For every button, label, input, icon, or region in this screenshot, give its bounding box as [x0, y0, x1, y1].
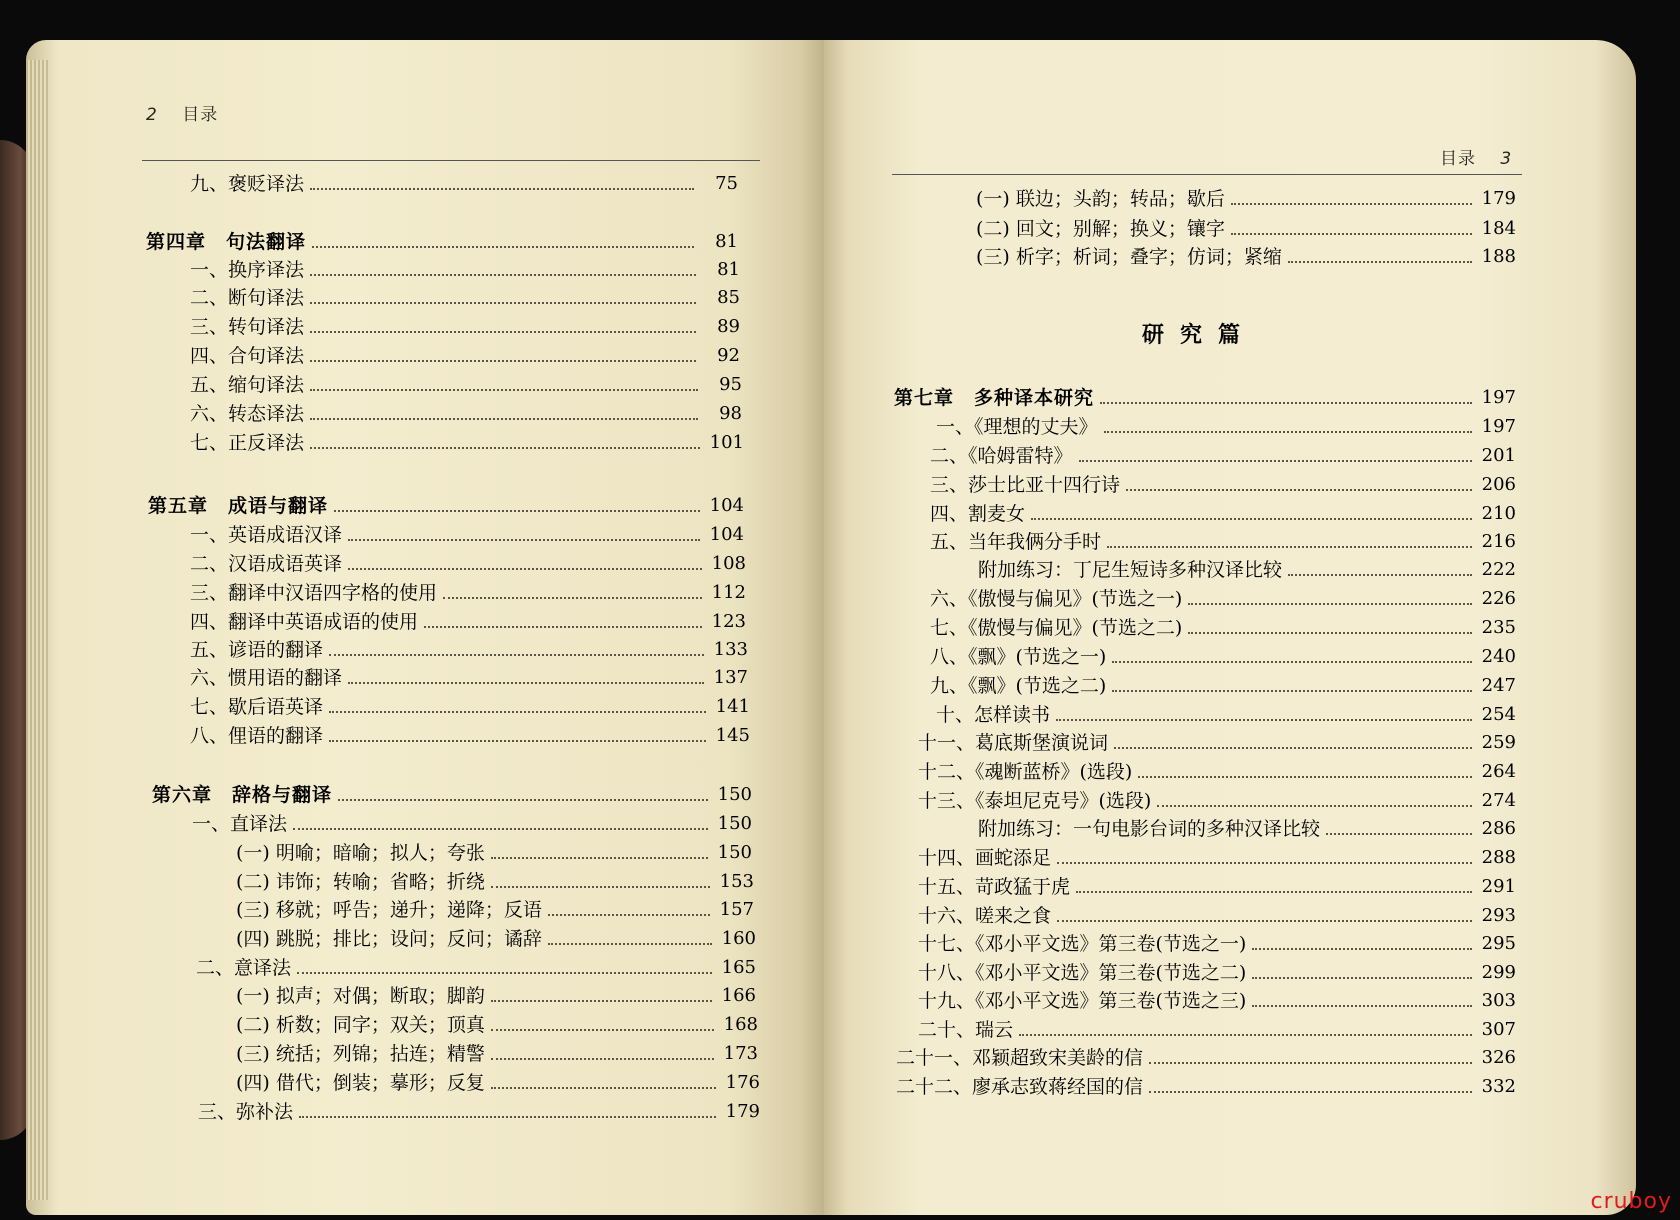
- toc-page-number: 226: [1481, 588, 1516, 609]
- left-toc-entry: [190, 720, 750, 747]
- dot-leader: [424, 626, 702, 628]
- toc-entry-label: 六、惯用语的翻译: [190, 667, 343, 689]
- left-toc-entry: [190, 340, 740, 367]
- toc-page-number: 254: [1481, 704, 1516, 725]
- left-toc-entry: [236, 923, 756, 950]
- left-toc-entry: [190, 369, 742, 396]
- toc-page-number: 179: [1481, 188, 1516, 209]
- dot-leader: [297, 972, 712, 974]
- right-toc-entry: [918, 842, 1516, 869]
- left-toc-entry: [190, 282, 740, 309]
- right-head-rule: [892, 174, 1522, 175]
- dot-leader: [1112, 661, 1472, 663]
- dot-leader: [310, 274, 696, 276]
- dot-leader: [1079, 460, 1472, 462]
- left-toc-entry: [192, 808, 752, 835]
- left-toc-entry: [190, 634, 748, 661]
- toc-page-number: 137: [713, 667, 748, 688]
- dot-leader: [348, 682, 704, 684]
- dot-leader: [1019, 1034, 1472, 1036]
- right-chapter-entry: [894, 382, 1516, 409]
- toc-page-number: 173: [723, 1043, 758, 1064]
- left-toc-entry: [190, 606, 746, 633]
- dot-leader: [491, 1058, 714, 1060]
- dot-leader: [1149, 1062, 1472, 1064]
- toc-page-number: 150: [717, 813, 752, 834]
- dot-leader: [348, 568, 702, 570]
- dot-leader: [443, 597, 702, 599]
- toc-entry-label: 六、《傲慢与偏见》(节选之一): [930, 588, 1183, 610]
- toc-page-number: 166: [721, 985, 756, 1006]
- right-toc-entry: [930, 670, 1516, 697]
- page-edges: [26, 60, 48, 1200]
- toc-entry-label: 附加练习：一句电影台词的多种汉译比较: [978, 818, 1321, 840]
- dot-leader: [338, 799, 708, 801]
- right-toc-entry: [918, 957, 1516, 984]
- toc-entry-label: 七、《傲慢与偏见》(节选之二): [930, 617, 1183, 639]
- left-toc-entry: [190, 398, 742, 425]
- toc-entry-label: 五、当年我俩分手时: [930, 531, 1102, 553]
- toc-page-number: 295: [1481, 933, 1516, 954]
- toc-entry-label: 一、《理想的丈夫》: [936, 416, 1098, 438]
- dot-leader: [348, 539, 700, 541]
- dot-leader: [1112, 690, 1472, 692]
- toc-page-number: 92: [717, 345, 740, 366]
- toc-page-number: 210: [1481, 503, 1516, 524]
- toc-page-number: 235: [1481, 617, 1516, 638]
- toc-page-number: 299: [1481, 962, 1516, 983]
- dot-leader: [1157, 805, 1472, 807]
- toc-entry-label: (二) 回文；别解；换义；镶字: [976, 218, 1225, 240]
- toc-page-number: 89: [717, 316, 740, 337]
- left-toc-entry: [190, 577, 746, 604]
- dot-leader: [491, 1000, 712, 1002]
- toc-entry-label: 十六、嗟来之食: [918, 905, 1052, 927]
- right-toc-entry: [976, 183, 1516, 210]
- dot-leader: [1056, 719, 1472, 721]
- dot-leader: [1231, 233, 1472, 235]
- toc-entry-label: 一、换序译法: [190, 259, 305, 281]
- right-page-title: 目录: [1440, 149, 1476, 169]
- toc-entry-label: 七、歇后语英译: [190, 696, 324, 718]
- toc-entry-label: 八、《飘》(节选之一): [930, 646, 1107, 668]
- toc-entry-label: 二十、瑞云: [918, 1019, 1014, 1041]
- toc-entry-label: 五、谚语的翻译: [190, 639, 324, 661]
- toc-entry-label: 二、断句译法: [190, 287, 305, 309]
- toc-entry-label: 第七章 多种译本研究: [894, 387, 1095, 409]
- dot-leader: [1126, 489, 1472, 491]
- toc-page-number: 201: [1481, 445, 1516, 466]
- left-chapter-entry: [148, 490, 744, 517]
- dot-leader: [1057, 920, 1472, 922]
- toc-entry-label: 附加练习：丁尼生短诗多种汉译比较: [978, 559, 1283, 581]
- right-toc-entry: [930, 469, 1516, 496]
- toc-entry-label: 一、英语成语汉译: [190, 524, 343, 546]
- toc-page-number: 141: [715, 696, 750, 717]
- toc-page-number: 176: [725, 1072, 760, 1093]
- dot-leader: [1031, 518, 1472, 520]
- toc-page-number: 104: [709, 524, 744, 545]
- right-toc-entry: [918, 900, 1516, 927]
- toc-entry-label: 二、《哈姆雷特》: [930, 445, 1073, 467]
- toc-page-number: 81: [717, 259, 740, 280]
- toc-page-number: 332: [1481, 1076, 1516, 1097]
- toc-page-number: 259: [1481, 732, 1516, 753]
- dot-leader: [334, 510, 700, 512]
- dot-leader: [310, 360, 696, 362]
- toc-entry-label: 四、合句译法: [190, 345, 305, 367]
- toc-page-number: 197: [1481, 387, 1516, 408]
- toc-page-number: 274: [1481, 790, 1516, 811]
- right-toc-entry: [976, 241, 1516, 268]
- toc-entry-label: 十四、画蛇添足: [918, 847, 1052, 869]
- dot-leader: [1326, 833, 1472, 835]
- toc-entry-label: 一、直译法: [192, 813, 288, 835]
- dot-leader: [329, 711, 706, 713]
- toc-page-number: 104: [709, 495, 744, 516]
- toc-page-number: 150: [717, 842, 752, 863]
- toc-page-number: 184: [1481, 218, 1516, 239]
- toc-entry-label: 九、褒贬译法: [190, 173, 305, 195]
- toc-page-number: 286: [1481, 818, 1516, 839]
- toc-entry-label: 十五、苛政猛于虎: [918, 876, 1071, 898]
- dot-leader: [1231, 203, 1472, 205]
- toc-entry-label: 十八、《邓小平文选》第三卷(节选之二): [918, 962, 1247, 984]
- right-toc-entry: [918, 1014, 1516, 1041]
- toc-page-number: 112: [711, 582, 746, 603]
- left-toc-entry: [236, 980, 756, 1007]
- right-toc-entry: [930, 583, 1516, 610]
- dot-leader: [1252, 977, 1472, 979]
- dot-leader: [329, 740, 706, 742]
- toc-page-number: 75: [715, 173, 738, 194]
- toc-entry-label: (一) 拟声；对偶；断取；脚韵: [236, 985, 485, 1007]
- dot-leader: [1288, 261, 1472, 263]
- dot-leader: [1252, 1005, 1472, 1007]
- dot-leader: [310, 418, 698, 420]
- toc-page-number: 168: [723, 1014, 758, 1035]
- left-toc-entry: [190, 168, 738, 195]
- toc-entry-label: 十、怎样读书: [936, 704, 1051, 726]
- left-toc-entry: [190, 311, 740, 338]
- right-toc-entry: [918, 928, 1516, 955]
- left-toc-entry: [196, 952, 756, 979]
- toc-entry-label: (四) 借代；倒装；摹形；反复: [236, 1072, 485, 1094]
- toc-page-number: 288: [1481, 847, 1516, 868]
- dot-leader: [1100, 402, 1472, 404]
- dot-leader: [1288, 574, 1472, 576]
- left-chapter-entry: [152, 779, 752, 806]
- right-toc-entry: [930, 612, 1516, 639]
- toc-entry-label: 三、翻译中汉语四字格的使用: [190, 582, 438, 604]
- left-toc-entry: [190, 519, 744, 546]
- toc-entry-label: 八、俚语的翻译: [190, 725, 324, 747]
- dot-leader: [310, 188, 694, 190]
- right-toc-entry: [978, 813, 1516, 840]
- watermark: cruboy: [1590, 1189, 1672, 1214]
- dot-leader: [1188, 632, 1472, 634]
- toc-page-number: 179: [725, 1101, 760, 1122]
- toc-page-number: 145: [715, 725, 750, 746]
- toc-entry-label: 三、转句译法: [190, 316, 305, 338]
- toc-entry-label: 三、莎士比亚十四行诗: [930, 474, 1121, 496]
- toc-entry-label: 十三、《泰坦尼克号》(选段): [918, 790, 1152, 812]
- dot-leader: [310, 389, 698, 391]
- toc-page-number: 216: [1481, 531, 1516, 552]
- left-running-head: [146, 100, 218, 125]
- toc-page-number: 222: [1481, 559, 1516, 580]
- left-toc-entry: [236, 1067, 760, 1094]
- right-toc-entry: [978, 554, 1516, 581]
- toc-page-number: 85: [717, 287, 740, 308]
- toc-entry-label: 九、《飘》(节选之二): [930, 675, 1107, 697]
- toc-page-number: 240: [1481, 646, 1516, 667]
- dot-leader: [548, 914, 710, 916]
- dot-leader: [329, 654, 704, 656]
- left-toc-entry: [236, 1009, 758, 1036]
- left-chapter-entry: [146, 226, 738, 253]
- dot-leader: [312, 246, 694, 248]
- toc-entry-label: 五、缩句译法: [190, 374, 305, 396]
- toc-entry-label: (二) 讳饰；转喻；省略；折绕: [236, 871, 485, 893]
- section-title: 研究篇: [1142, 323, 1257, 348]
- dot-leader: [1252, 948, 1472, 950]
- right-toc-entry: [918, 985, 1516, 1012]
- dot-leader: [310, 331, 696, 333]
- toc-page-number: 98: [719, 403, 742, 424]
- dot-leader: [310, 447, 700, 449]
- toc-page-number: 160: [721, 928, 756, 949]
- toc-entry-label: (一) 明喻；暗喻；拟人；夸张: [236, 842, 485, 864]
- right-toc-entry: [976, 213, 1516, 240]
- left-toc-entry: [190, 427, 744, 454]
- left-toc-entry: [190, 548, 746, 575]
- left-page-title: 目录: [182, 105, 219, 125]
- toc-entry-label: (三) 移就；呼告；递升；递降；反语: [236, 899, 542, 921]
- right-toc-entry: [930, 526, 1516, 553]
- toc-entry-label: 第六章 辞格与翻译: [152, 784, 333, 806]
- toc-page-number: 123: [711, 611, 746, 632]
- toc-page-number: 81: [715, 231, 738, 252]
- toc-entry-label: 四、翻译中英语成语的使用: [190, 611, 419, 633]
- right-toc-entry: [896, 1042, 1516, 1069]
- dot-leader: [1138, 776, 1472, 778]
- toc-page-number: 157: [719, 899, 754, 920]
- dot-leader: [310, 302, 696, 304]
- right-toc-entry: [930, 440, 1516, 467]
- dot-leader: [491, 886, 710, 888]
- toc-page-number: 206: [1481, 474, 1516, 495]
- toc-entry-label: 十一、葛底斯堡演说词: [918, 732, 1109, 754]
- left-toc-entry: [198, 1096, 760, 1123]
- dot-leader: [1188, 603, 1472, 605]
- left-toc-entry: [190, 662, 748, 689]
- toc-page-number: 291: [1481, 876, 1516, 897]
- right-toc-entry: [918, 756, 1516, 783]
- toc-page-number: 326: [1481, 1047, 1516, 1068]
- right-toc-entry: [930, 641, 1516, 668]
- left-toc-entry: [236, 866, 754, 893]
- toc-entry-label: 第五章 成语与翻译: [148, 495, 329, 517]
- toc-entry-label: (四) 跳脱；排比；设问；反问；谲辞: [236, 928, 542, 950]
- dot-leader: [293, 828, 708, 830]
- toc-page-number: 133: [713, 639, 748, 660]
- right-toc-entry: [930, 498, 1516, 525]
- dot-leader: [1076, 891, 1472, 893]
- toc-entry-label: (三) 析字；析词；叠字；仿词；紧缩: [976, 246, 1282, 268]
- right-toc-entry: [918, 727, 1516, 754]
- left-toc-entry: [190, 254, 740, 281]
- right-toc-entry: [896, 1071, 1516, 1098]
- toc-entry-label: (一) 联边；头韵；转品；歇后: [976, 188, 1225, 210]
- dot-leader: [491, 1029, 714, 1031]
- left-toc-entry: [236, 837, 752, 864]
- left-toc-entry: [190, 691, 750, 718]
- dot-leader: [548, 943, 712, 945]
- toc-page-number: 188: [1481, 246, 1516, 267]
- right-toc-entry: [936, 411, 1516, 438]
- right-toc-entry: [918, 785, 1516, 812]
- toc-page-number: 150: [717, 784, 752, 805]
- left-toc-entry: [236, 894, 754, 921]
- dot-leader: [1107, 546, 1472, 548]
- left-head-rule: [142, 160, 760, 161]
- toc-entry-label: (二) 析数；同字；双关；顶真: [236, 1014, 485, 1036]
- left-page-number: 2: [146, 105, 158, 125]
- toc-page-number: 153: [719, 871, 754, 892]
- toc-page-number: 264: [1481, 761, 1516, 782]
- toc-entry-label: 六、转态译法: [190, 403, 305, 425]
- toc-page-number: 307: [1481, 1019, 1516, 1040]
- toc-page-number: 303: [1481, 990, 1516, 1011]
- right-running-head: [1440, 144, 1512, 169]
- toc-entry-label: 二十二、廖承志致蒋经国的信: [896, 1076, 1144, 1098]
- toc-page-number: 293: [1481, 905, 1516, 926]
- toc-page-number: 247: [1481, 675, 1516, 696]
- dot-leader: [491, 857, 708, 859]
- dot-leader: [1114, 747, 1472, 749]
- dot-leader: [299, 1116, 716, 1118]
- toc-entry-label: (三) 统括；列锦；拈连；精警: [236, 1043, 485, 1065]
- toc-entry-label: 七、正反译法: [190, 432, 305, 454]
- toc-entry-label: 十七、《邓小平文选》第三卷(节选之一): [918, 933, 1247, 955]
- toc-page-number: 108: [711, 553, 746, 574]
- toc-page-number: 165: [721, 957, 756, 978]
- right-toc-entry: [936, 699, 1516, 726]
- left-toc-entry: [236, 1038, 758, 1065]
- toc-entry-label: 四、割麦女: [930, 503, 1026, 525]
- dot-leader: [1149, 1091, 1472, 1093]
- toc-entry-label: 三、弥补法: [198, 1101, 294, 1123]
- right-page-number: 3: [1500, 149, 1513, 169]
- toc-entry-label: 二、意译法: [196, 957, 292, 979]
- dot-leader: [491, 1087, 716, 1089]
- toc-page-number: 95: [719, 374, 742, 395]
- toc-entry-label: 十二、《魂断蓝桥》(选段): [918, 761, 1133, 783]
- right-toc-entry: [918, 871, 1516, 898]
- toc-entry-label: 第四章 句法翻译: [146, 231, 307, 253]
- toc-entry-label: 十九、《邓小平文选》第三卷(节选之三): [918, 990, 1247, 1012]
- toc-page-number: 197: [1481, 416, 1516, 437]
- dot-leader: [1057, 862, 1472, 864]
- toc-page-number: 101: [709, 432, 744, 453]
- toc-entry-label: 二十一、邓颖超致宋美龄的信: [896, 1047, 1144, 1069]
- dot-leader: [1104, 431, 1472, 433]
- toc-entry-label: 二、汉语成语英译: [190, 553, 343, 575]
